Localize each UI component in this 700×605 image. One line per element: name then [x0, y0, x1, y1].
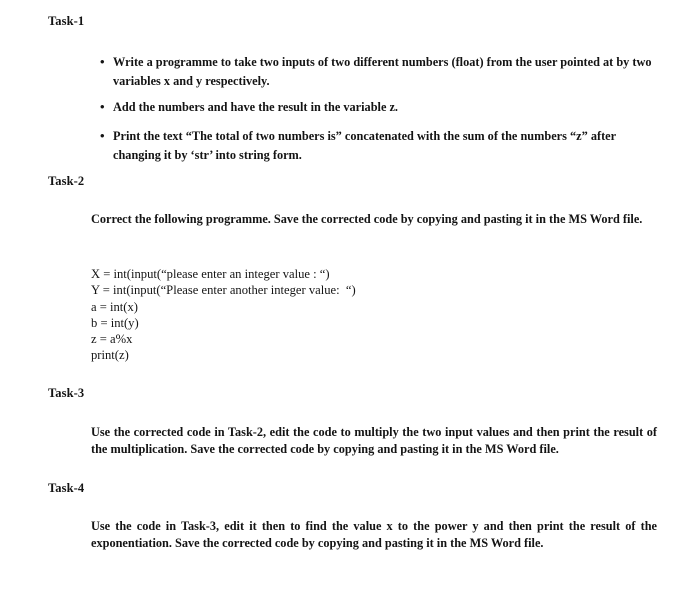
bullet-dot-icon: • [100, 54, 105, 69]
task-1-bullet-2 [93, 97, 658, 117]
task-1-bullet-3 [93, 126, 658, 165]
code-line: b = int(y) [91, 315, 139, 330]
task-4-heading: Task-4 [48, 481, 85, 495]
task-2-heading: Task-2 [48, 174, 85, 188]
task-3-heading: Task-3 [48, 386, 85, 400]
task-1-bullet-1-text: Write a programme to take two inputs of two different numbers (float) from the user pointed at by two variables x and y respectively. [113, 55, 652, 88]
task-4-instruction: Use the code in Task-3, edit it then to find the value x to the power y and then print the result of the exponentiation. Save the corrected code by copying and pasting it in the MS Word file. [91, 519, 657, 550]
code-line: print(z) [91, 348, 129, 363]
code-line: a = int(x) [91, 299, 138, 314]
bullet-dot-icon: • [100, 99, 105, 114]
task-1-heading: Task-1 [48, 14, 85, 28]
task-2-instruction: Correct the following programme. Save the corrected code by copying and pasting it in the MS Word file. [91, 212, 643, 226]
task-1-bullet-1 [93, 52, 658, 91]
code-line: z = a%x [91, 332, 133, 347]
bullet-dot-icon: • [100, 128, 105, 143]
task-1-bullet-3-text: Print the text “The total of two numbers is” concatenated with the sum of the numbers “z” after changing it by ‘str’ into string form. [113, 129, 616, 162]
task-2-code-block [91, 266, 356, 364]
code-line: Y = int(input(“Please enter another integer value: “) [91, 283, 356, 298]
task-3-instruction: Use the corrected code in Task-2, edit the code to multiply the two input values and then print the result of the multiplication. Save the corrected code by copying and pasting it in the MS Word file. [91, 425, 657, 456]
task-1-bullet-2-text: Add the numbers and have the result in the variable z. [113, 100, 399, 114]
code-line: X = int(input(“please enter an integer value : “) [91, 267, 330, 281]
